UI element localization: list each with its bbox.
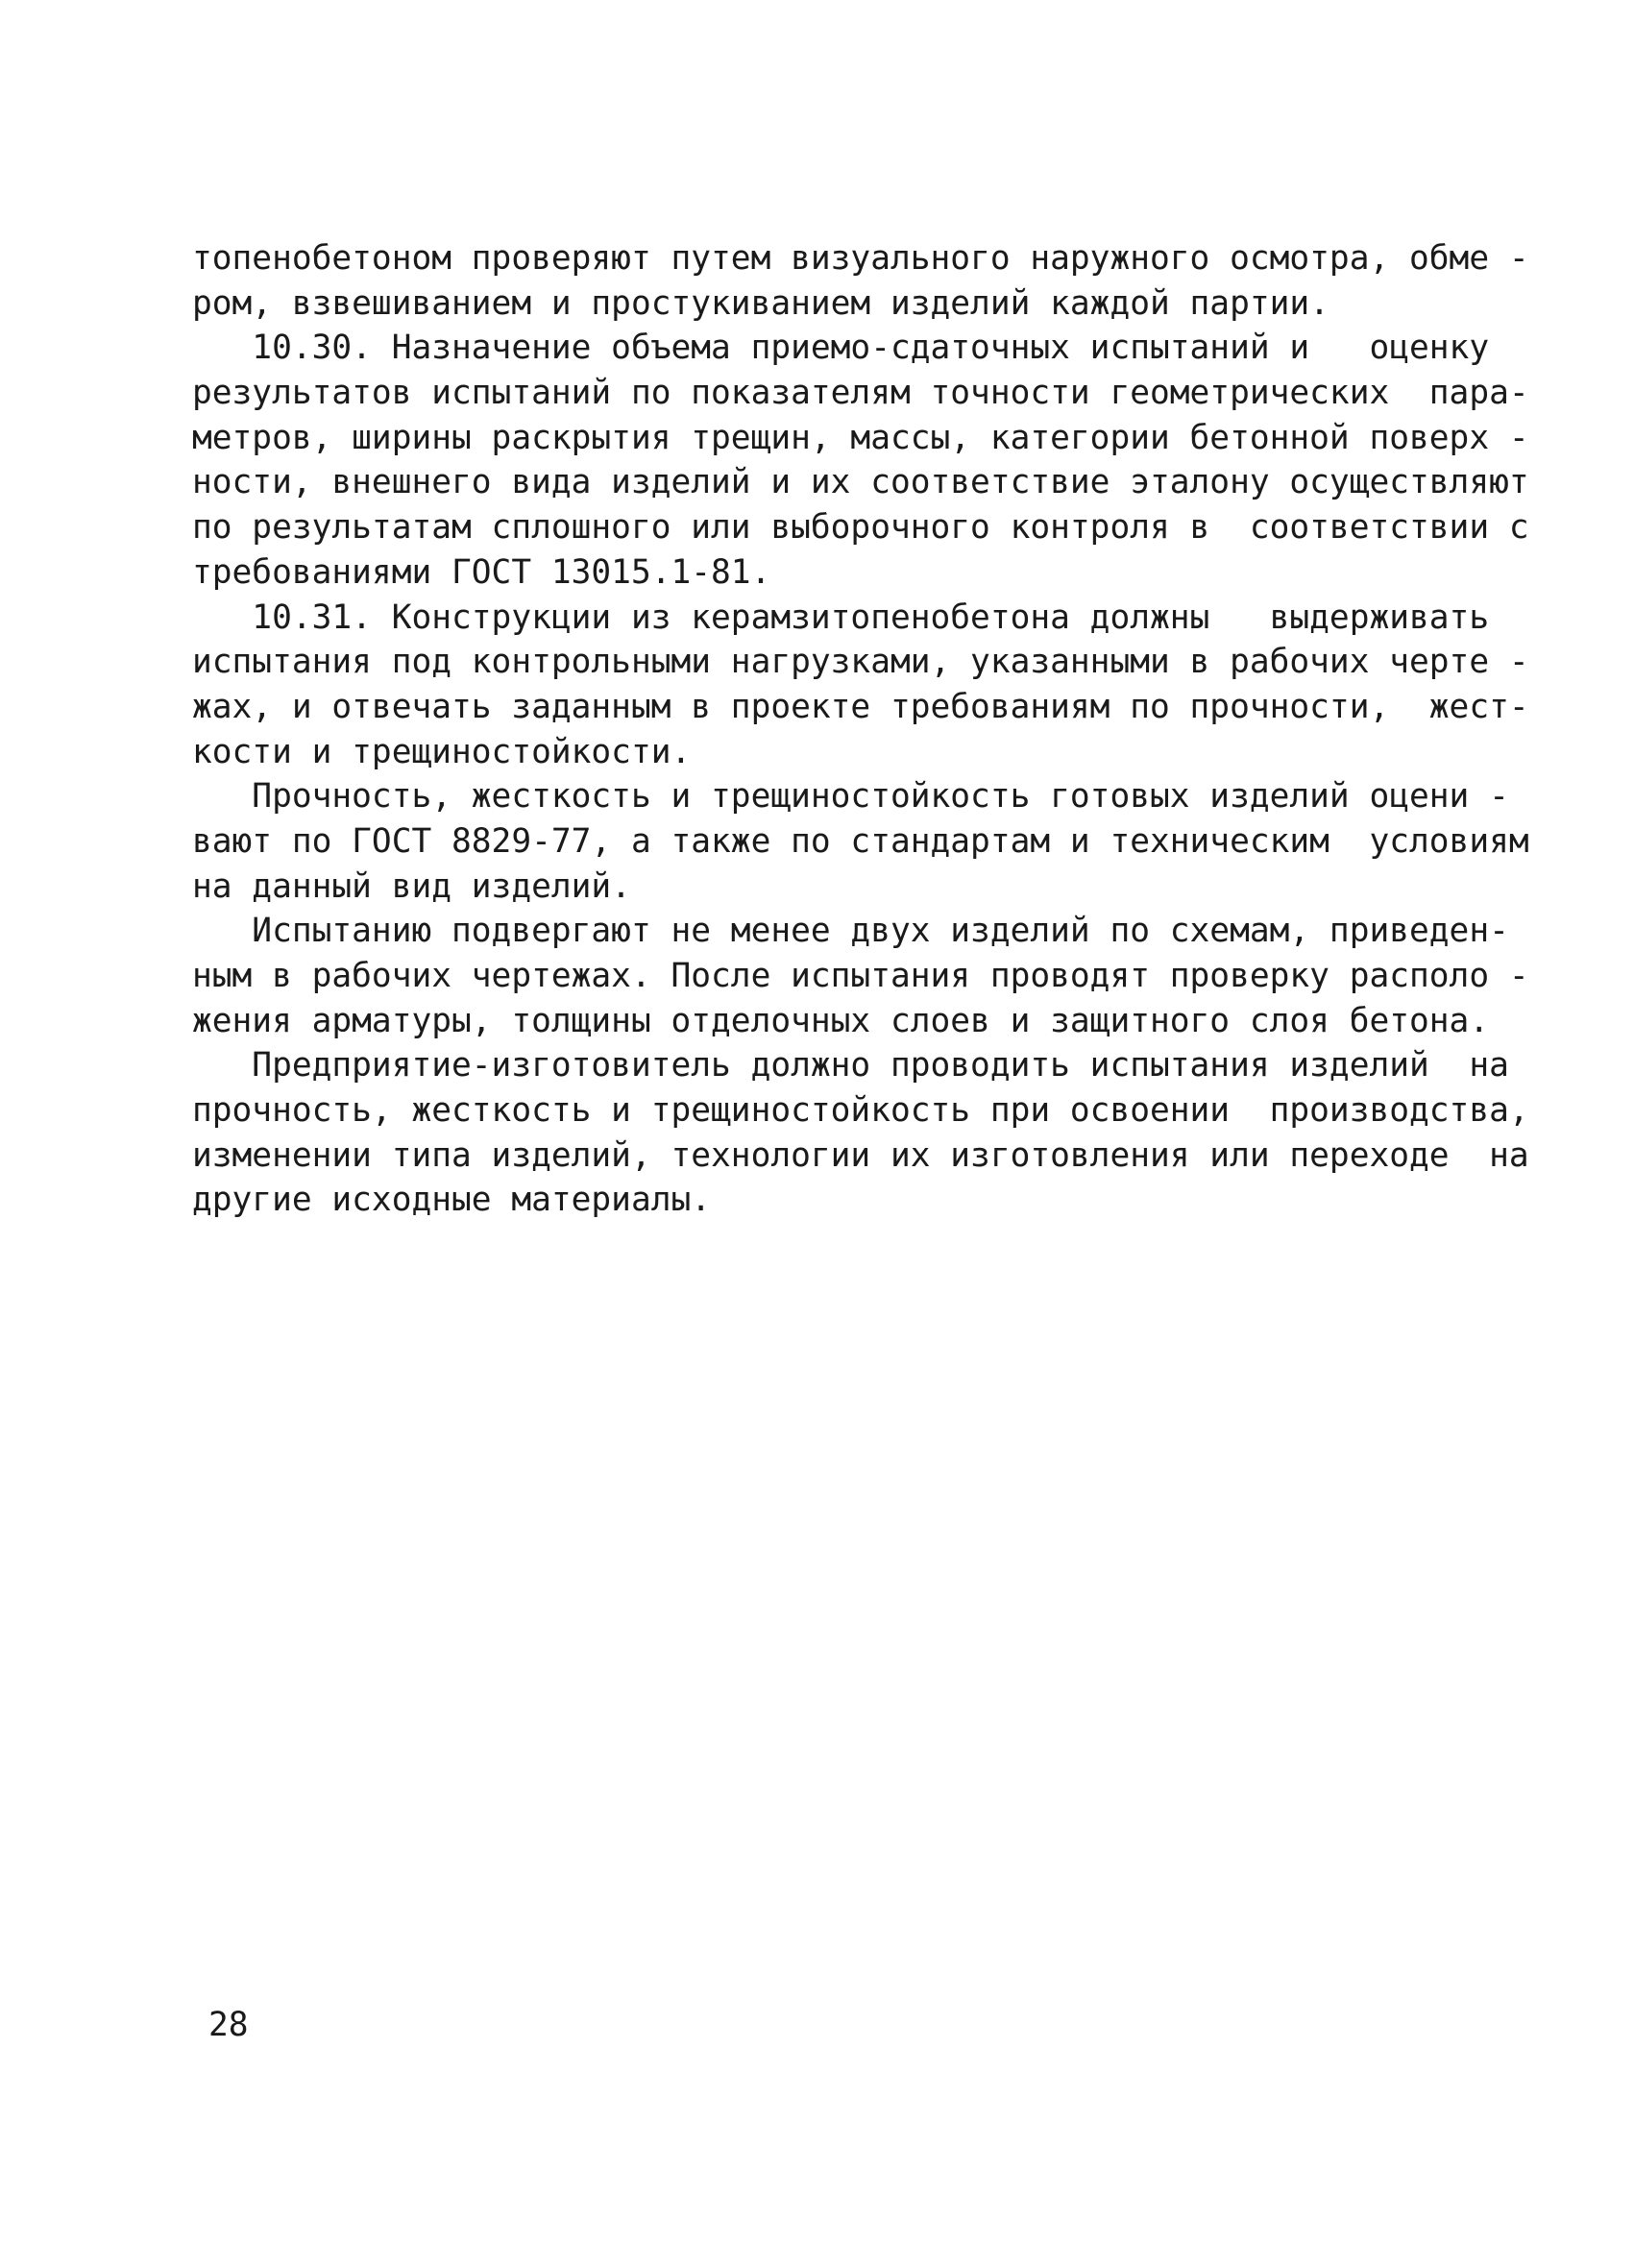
text-line: 10.30. Назначение объема приемо-сдаточных испытаний и оценку	[192, 329, 1490, 368]
text-line: топенобетоном проверяют путем визуального наружного осмотра, обме -	[192, 239, 1529, 278]
text-line: испытания под контрольными нагрузками, указанными в рабочих черте -	[192, 643, 1529, 682]
text-line: ным в рабочих чертежах. После испытания проводят проверку располо -	[192, 957, 1529, 995]
text-line: Прочность, жесткость и трещиностойкость готовых изделий оцени -	[192, 777, 1509, 817]
text-line: другие исходные материалы.	[192, 1181, 712, 1220]
text-line: ром, взвешиванием и простукиванием изделий каждой партии.	[192, 283, 1329, 323]
text-line: по результатам сплошного или выборочного контроля в соответствии с	[192, 508, 1529, 548]
text-line: прочность, жесткость и трещиностойкость при освоении производства,	[192, 1091, 1529, 1131]
text-line: ности, внешнего вида изделий и их соответствие эталону осуществляют	[192, 463, 1529, 502]
page-number: 28	[208, 2006, 249, 2044]
text-line: кости и трещиностойкости.	[192, 732, 692, 771]
text-line: изменении типа изделий, технологии их изготовления или переходе на	[192, 1135, 1529, 1175]
text-line: жах, и отвечать заданным в проекте требованиям по прочности, жест-	[192, 687, 1529, 726]
text-line: результатов испытаний по показателям точности геометрических пара-	[192, 374, 1529, 413]
text-line: Испытанию подвергают не менее двух изделий по схемам, приведен-	[192, 912, 1509, 951]
body-text	[192, 236, 1529, 1223]
text-line: метров, ширины раскрытия трещин, массы, категории бетонной поверх -	[192, 418, 1529, 457]
text-line: 10.31. Конструкции из керамзитопенобетона должны выдерживать	[192, 597, 1490, 637]
text-line: Предприятие-изготовитель должно проводить испытания изделий на	[192, 1046, 1509, 1085]
text-line: жения арматуры, толщины отделочных слоев и защитного слоя бетона.	[192, 1001, 1490, 1040]
text-line: требованиями ГОСТ 13015.1-81.	[192, 552, 771, 592]
text-line: на данный вид изделий.	[192, 866, 631, 906]
text-line: вают по ГОСТ 8829-77, а также по стандартам и техническим условиям	[192, 821, 1529, 861]
